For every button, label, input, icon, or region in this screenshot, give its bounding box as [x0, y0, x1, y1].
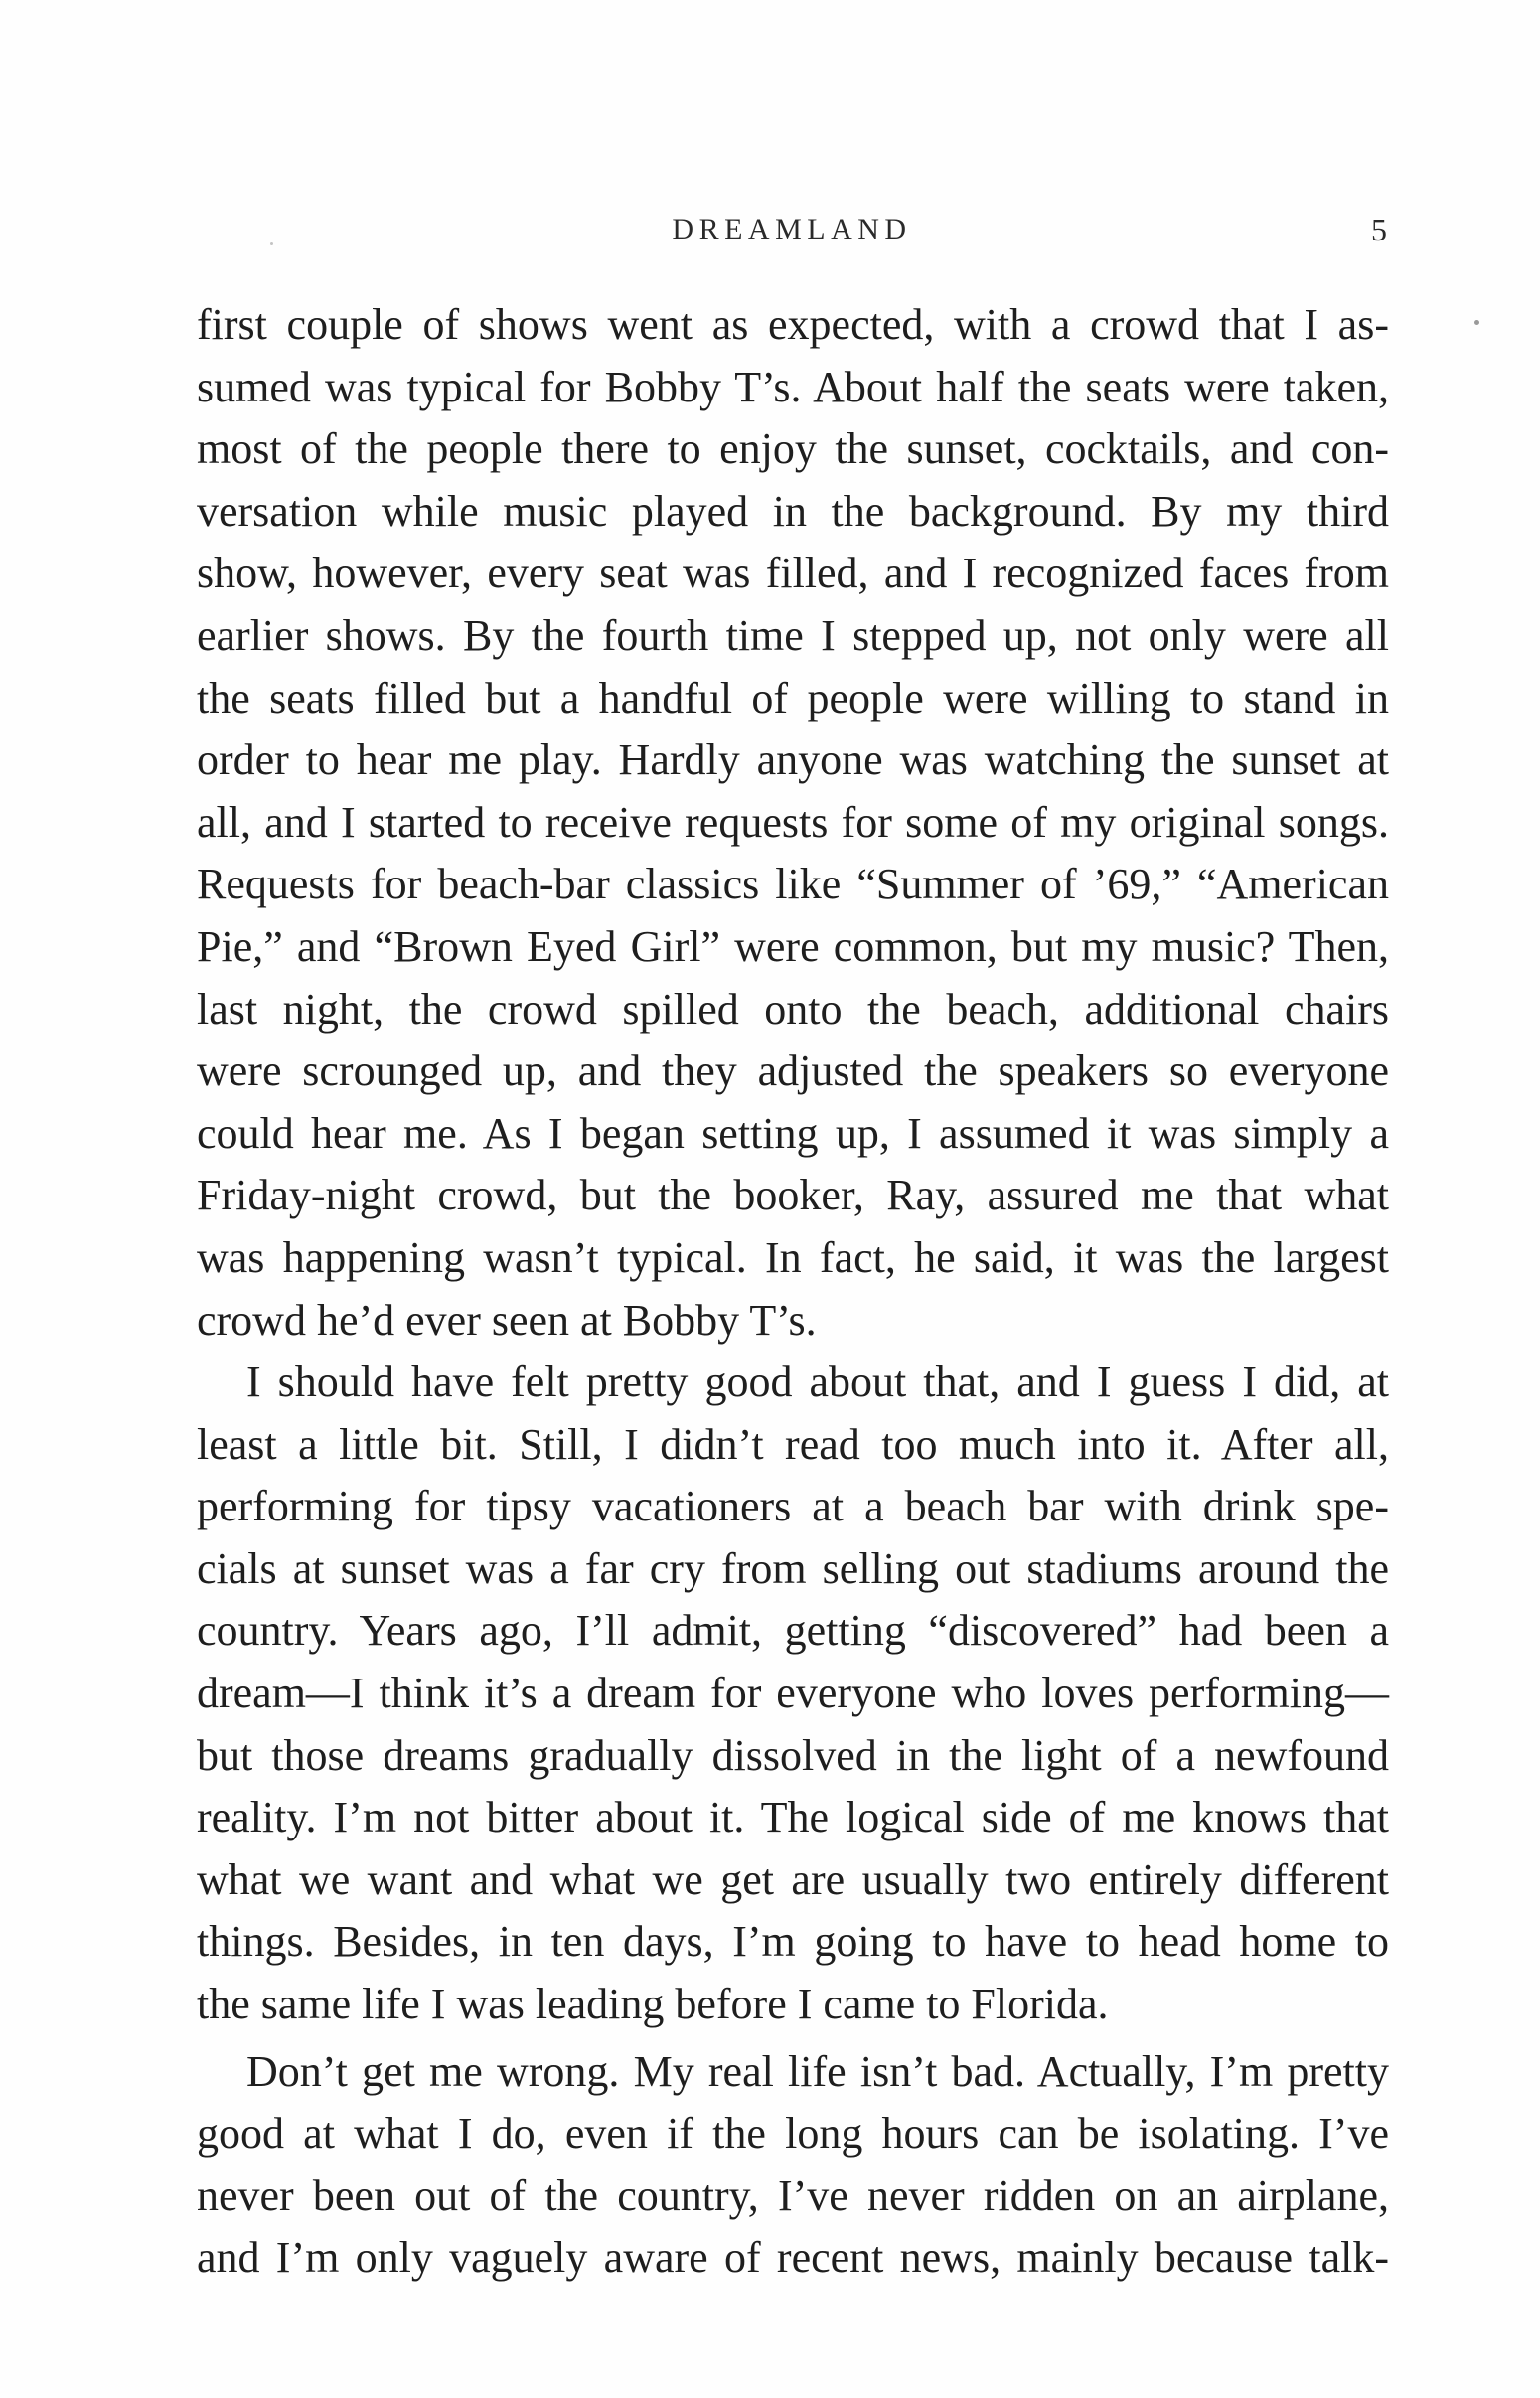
text-line: what we want and what we get are usually two entirely different [197, 1854, 1389, 1904]
text-line: first couple of shows went as expected, with a crowd that I as- [197, 300, 1389, 349]
text-line: all, and I started to receive requests for some of my original songs. [197, 797, 1389, 847]
text-line: crowd he’d ever seen at Bobby T’s. [197, 1295, 817, 1345]
text-line: I should have felt pretty good about that, and I guess I did, at [246, 1358, 1389, 1407]
text-line: order to hear me play. Hardly anyone was watching the sunset at [197, 735, 1389, 785]
text-line: good at what I do, even if the long hours can be isolating. I’ve [197, 2109, 1389, 2158]
text-line: never been out of the country, I’ve never ridden on an airplane, [197, 2170, 1389, 2220]
text-line: but those dreams gradually dissolved in the light of a newfound [197, 1730, 1389, 1780]
text-line: Requests for beach-bar classics like “Summer of ’69,” “American [197, 860, 1389, 909]
paragraph-1 [197, 294, 1389, 1352]
text-line: was happening wasn’t typical. In fact, he said, it was the largest [197, 1232, 1389, 1282]
text-line: last night, the crowd spilled onto the beach, additional chairs [197, 984, 1389, 1034]
text-line: Don’t get me wrong. My real life isn’t bad. Actually, I’m pretty [246, 2046, 1389, 2096]
running-head [197, 205, 1387, 254]
scan-speck [1474, 320, 1479, 325]
text-line: most of the people there to enjoy the sunset, cocktails, and con- [197, 424, 1389, 474]
text-line: cials at sunset was a far cry from selling out stadiums around the [197, 1543, 1389, 1593]
text-line: Friday-night crowd, but the booker, Ray, assured me that what [197, 1171, 1389, 1220]
text-line: the same life I was leading before I came to Florida. [197, 1980, 1109, 2029]
text-line: country. Years ago, I’ll admit, getting “discovered” had been a [197, 1606, 1389, 1656]
text-line: sumed was typical for Bobby T’s. About half the seats were taken, [197, 362, 1389, 411]
text-line: Pie,” and “Brown Eyed Girl” were common, but my music? Then, [197, 921, 1389, 971]
text-line: earlier shows. By the fourth time I stepped up, not only were all [197, 610, 1389, 660]
text-line: performing for tipsy vacationers at a beach bar with drink spe- [197, 1482, 1389, 1531]
paragraph-2 [197, 1352, 1389, 2036]
text-line: show, however, every seat was filled, and I recognized faces from [197, 549, 1389, 598]
text-line: dream—I think it’s a dream for everyone who loves performing— [197, 1669, 1389, 1718]
text-line: the seats filled but a handful of people were willing to stand in [197, 673, 1389, 722]
page-number: 5 [1371, 212, 1387, 247]
paragraph-3 [197, 2041, 1389, 2290]
text-line: least a little bit. Still, I didn’t read too much into it. After all, [197, 1419, 1389, 1469]
text-line: were scrounged up, and they adjusted the speakers so everyone [197, 1046, 1389, 1096]
text-line: versation while music played in the background. By my third [197, 486, 1389, 536]
text-line: things. Besides, in ten days, I’m going to have to head home to [197, 1917, 1389, 1967]
text-line: and I’m only vaguely aware of recent news, mainly because talk- [197, 2233, 1389, 2283]
body-text [197, 294, 1389, 2290]
scan-speck [270, 242, 273, 245]
text-line: could hear me. As I began setting up, I assumed it was simply a [197, 1108, 1389, 1158]
running-title: DREAMLAND [672, 213, 912, 245]
text-line: reality. I’m not bitter about it. The logical side of me knows that [197, 1793, 1389, 1842]
